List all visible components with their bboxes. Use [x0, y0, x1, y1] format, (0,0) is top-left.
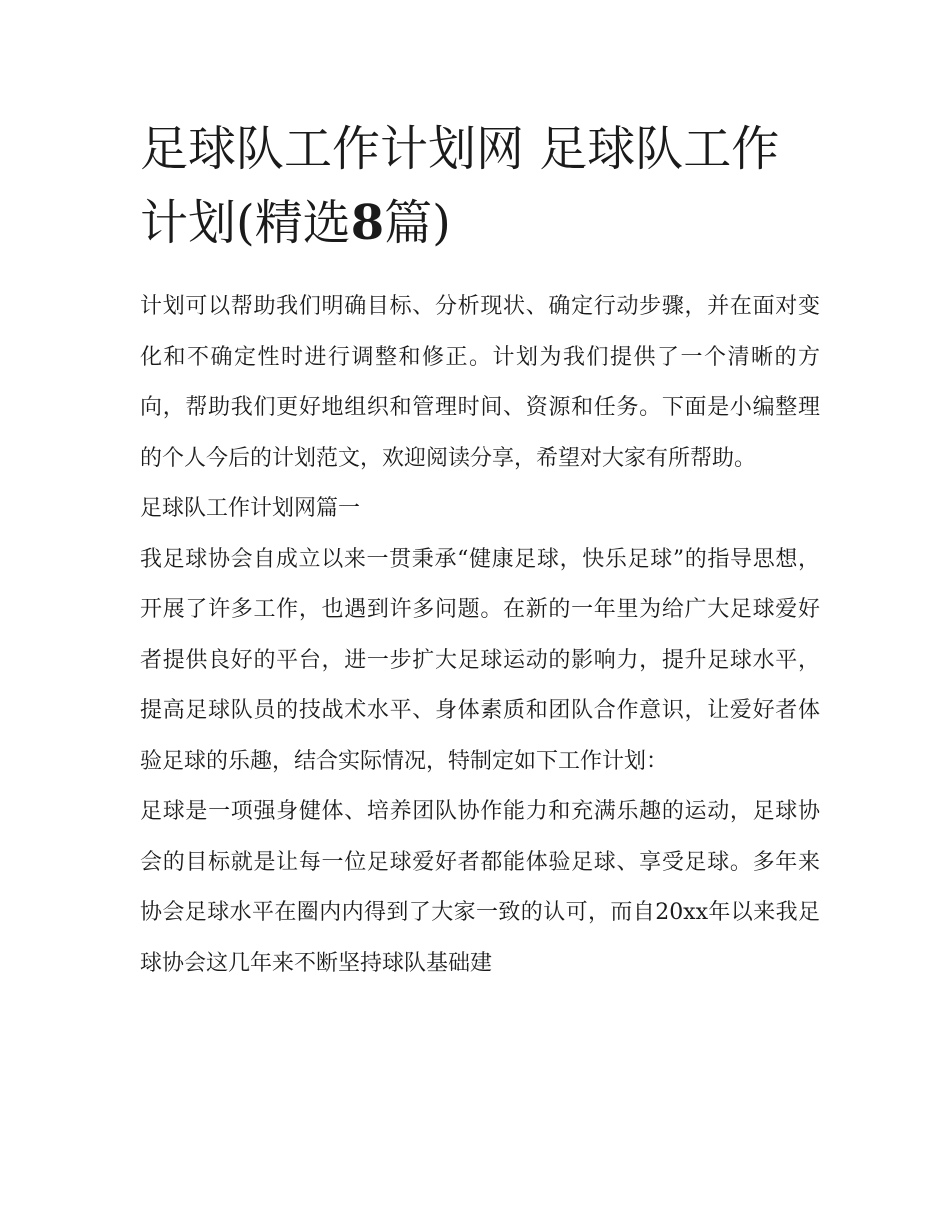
section-heading: 足球队工作计划网篇一 [140, 496, 361, 521]
title-text-part2: 篇) [384, 195, 451, 251]
body-paragraph: 我足球协会自成立以来一贯秉承“健康足球，快乐足球”的指导思想，开展了许多工作，也遇到许多问题。在新的一年里为给广大足球爱好者提供良好的平台，进一步扩大足球运动的影响力，提升足球水平，提高足球队员的技战术水平、身体素质和团队合作意识，让爱好者体验足球的乐趣，结合实际情况，特制定如下工作计划： [140, 546, 820, 774]
title-number: 8 [350, 195, 385, 251]
title-text-part1: 足球队工作计划网 足球队工作计划(精选 [140, 121, 780, 251]
body-paragraph: 足球是一项强身健体、培养团队协作能力和充满乐趣的运动，足球协会的目标就是让每一位足球爱好者都能体验足球、享受足球。多年来协会足球水平在圈内内得到了大家一致的认可，而自20xx年以来我足球协会这几年来不断坚持球队基础建 [140, 799, 820, 976]
document-body [140, 282, 820, 989]
intro-paragraph: 计划可以帮助我们明确目标、分析现状、确定行动步骤，并在面对变化和不确定性时进行调整和修正。计划为我们提供了一个清晰的方向，帮助我们更好地组织和管理时间、资源和任务。下面是小编整理的个人今后的计划范文，欢迎阅读分享，希望对大家有所帮助。 [140, 294, 820, 471]
document-title [140, 112, 820, 260]
